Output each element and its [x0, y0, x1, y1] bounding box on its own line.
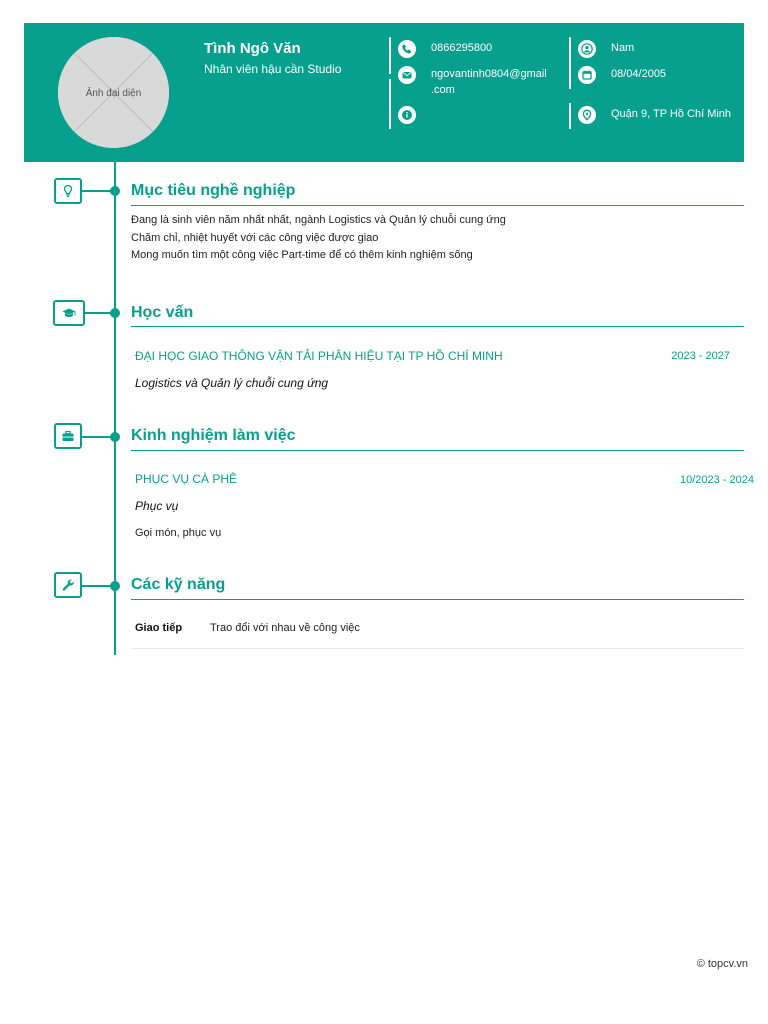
user-icon — [578, 40, 596, 58]
objective-line: Mong muốn tìm một công việc Part-time để có thêm kinh nghiệm sống — [131, 249, 473, 261]
location-pin-icon — [578, 106, 596, 124]
timeline-dot — [110, 186, 120, 196]
briefcase-icon — [54, 423, 82, 449]
gender-value: Nam — [611, 42, 635, 54]
timeline-dot — [110, 581, 120, 591]
wrench-icon — [54, 572, 82, 598]
education-major: Logistics và Quản lý chuỗi cung ứng — [135, 376, 329, 390]
education-date: 2023 - 2027 — [671, 350, 730, 362]
lightbulb-icon — [54, 178, 82, 204]
section-rule — [131, 450, 744, 451]
phone-number: 0866295800 — [431, 42, 493, 54]
section-rule — [131, 599, 744, 600]
section-rule — [131, 326, 744, 327]
footer-brand: © topcv.vn — [696, 958, 748, 970]
objective-line: Đang là sinh viên năm nhất nhất, ngành Logistics và Quản lý chuỗi cung ứng — [131, 214, 506, 226]
section-title-education: Học vấn — [131, 304, 194, 321]
candidate-position: Nhân viên hậu cần Studio — [204, 62, 342, 76]
contact-divider-left — [389, 79, 391, 129]
skill-description: Trao đổi với nhau về công việc — [210, 622, 360, 634]
profile-photo — [58, 37, 169, 148]
skill-divider — [131, 648, 744, 649]
svg-text:Ảnh đại diện: Ảnh đại diện — [85, 88, 142, 99]
email-icon — [398, 66, 416, 84]
experience-date: 10/2023 - 2024 — [679, 474, 754, 486]
info-icon — [398, 106, 416, 124]
contact-divider-right — [569, 103, 571, 129]
contact-divider-left — [389, 37, 391, 74]
objective-line: Chăm chỉ, nhiệt huyết với các công việc được giao — [131, 232, 379, 244]
contact-divider-right — [569, 37, 571, 89]
experience-company: PHỤC VỤ CÀ PHÊ — [135, 472, 238, 486]
skill-name: Giao tiếp — [135, 622, 183, 634]
profile-photo-placeholder — [58, 37, 169, 148]
experience-description: Gọi món, phục vụ — [135, 527, 222, 539]
experience-role: Phục vụ — [135, 499, 179, 513]
education-school: ĐẠI HỌC GIAO THÔNG VẬN TẢI PHÂN HIỆU TẠI TP HỒ CHÍ MINH — [135, 349, 503, 363]
phone-icon — [398, 40, 416, 58]
section-rule — [131, 205, 744, 206]
timeline-dot — [110, 432, 120, 442]
section-title-objective: Mục tiêu nghề nghiệp — [131, 182, 296, 199]
email-line-1: ngovantinh0804@gmail — [431, 68, 547, 80]
section-title-experience: Kinh nghiệm làm việc — [131, 427, 296, 444]
graduation-cap-icon — [53, 300, 85, 326]
address-value: Quận 9, TP Hồ Chí Minh — [611, 108, 732, 120]
calendar-icon — [578, 66, 596, 84]
section-title-skills: Các kỹ năng — [131, 576, 226, 593]
birthday-value: 08/04/2005 — [611, 68, 667, 80]
candidate-name: Tình Ngô Văn — [204, 40, 301, 57]
email-address — [431, 66, 547, 98]
cv-header — [24, 23, 744, 162]
timeline-dot — [110, 308, 120, 318]
email-line-2: .com — [431, 84, 455, 96]
